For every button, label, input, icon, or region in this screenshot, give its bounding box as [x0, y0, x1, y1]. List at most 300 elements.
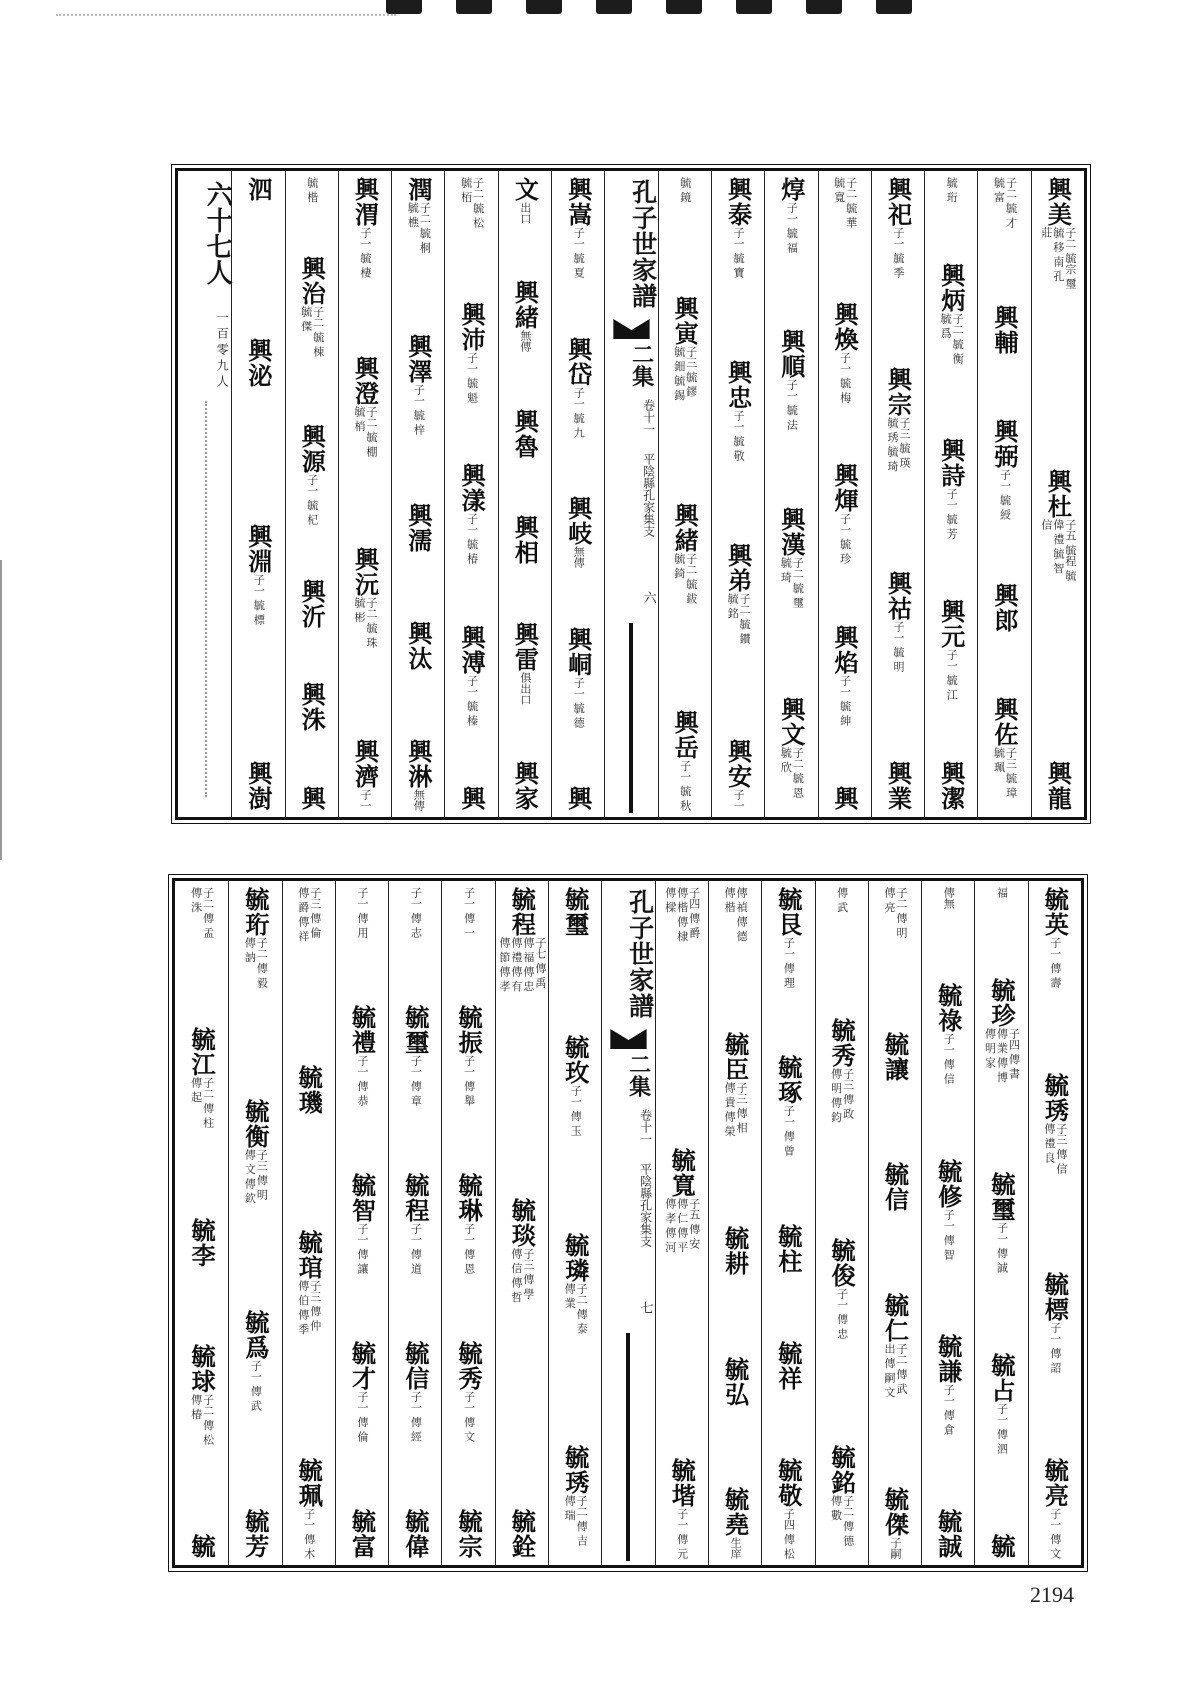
genealogy-entry [463, 887, 475, 938]
genealogy-entry [565, 177, 592, 278]
genealogy-entry [188, 1534, 215, 1559]
person-name: 興美 [1043, 177, 1073, 227]
descendant-note: 子一 傳 信 [942, 1033, 956, 1085]
person-name: 興家 [510, 760, 540, 811]
descendant-note: 子一 毓 杞 [305, 473, 319, 525]
genealogy-entry [881, 1487, 908, 1559]
person-name: 毓程 [400, 1173, 430, 1223]
genealogy-column [1028, 881, 1081, 1565]
genealogy-column [764, 171, 817, 817]
person-name: 興焰 [830, 624, 860, 675]
descendant-note: 子一 毓 德 [572, 676, 586, 728]
entries [1033, 887, 1077, 1559]
descendant-note: 子一 傳 玉 [569, 1084, 583, 1136]
genealogy-column [924, 171, 977, 817]
descendant-note: 子二 毓 珠 毓 彬 [353, 597, 379, 649]
entries [876, 177, 920, 811]
descendant-note: 子一 毓 江 [945, 649, 959, 701]
genealogy-column [977, 171, 1030, 817]
genealogy-entry [1040, 469, 1076, 583]
person-name: 毓璣 [294, 1065, 324, 1116]
descendant-note: 子一 傳 恩 [462, 1223, 476, 1274]
genealogy-entry [562, 1233, 589, 1347]
person-name: 興炳 [936, 263, 966, 314]
descendant-note: 子二 傳 毅 傳 訥 [243, 937, 269, 988]
genealogy-entry [993, 177, 1017, 241]
genealogy-entry [828, 1018, 855, 1132]
person-name: 興 [457, 786, 487, 811]
descendant-note: 子一 毓 榛 [465, 674, 479, 726]
genealogy-entry [725, 177, 752, 278]
genealogy-entry [298, 786, 325, 811]
descendant-note: 子一 傳 志 [409, 887, 423, 938]
person-name: 毓珩 [240, 887, 270, 937]
genealogy-entry [562, 1445, 589, 1559]
genealogy-column [228, 881, 281, 1565]
descendant-note: 子二 毓 松 毓 栢 [459, 177, 485, 228]
entries [553, 887, 597, 1559]
branch-label: 平陰縣孔家集支 [638, 1163, 653, 1247]
person-name: 毓標 [1040, 1272, 1070, 1322]
genealogy-column [388, 881, 441, 1565]
person-name: 興郎 [990, 583, 1020, 634]
descendant-note: 子一 毓 標 [252, 574, 266, 625]
descendant-note: 子二 毓 鑽 毓 銘 [726, 593, 752, 644]
genealogy-entry [991, 697, 1018, 811]
entries [769, 177, 813, 811]
genealogy-entry [242, 1509, 269, 1559]
person-name: 毓衡 [240, 1098, 270, 1149]
descendant-note: 子一 [732, 789, 746, 811]
genealogy-column [498, 171, 551, 817]
genealogy-column [921, 881, 974, 1565]
person-name: 毓球 [187, 1343, 217, 1394]
descendant-note: 子三 傳 明 傳 文 傳 欽 [243, 1148, 269, 1204]
genealogy-entry [295, 1458, 322, 1559]
entries [766, 887, 810, 1559]
person-name: 興忠 [723, 360, 753, 410]
genealogy-entry [938, 761, 965, 811]
person-name: 興祜 [883, 570, 913, 621]
person-name: 興渭 [350, 177, 380, 227]
entries [290, 177, 334, 811]
book-spine-column [601, 881, 654, 1565]
descendant-note: 子一 毓 梅 [838, 351, 852, 403]
genealogy-entry [508, 1509, 535, 1559]
entries [556, 177, 600, 811]
descendant-note: 子三 毓 璋 毓 珮 [992, 747, 1018, 798]
person-name: 毓祿 [933, 983, 963, 1034]
genealogy-entry [775, 1341, 802, 1391]
person-name: 毓銘 [827, 1444, 857, 1495]
leaf-number: 七 [637, 1301, 653, 1314]
person-name: 興佐 [990, 697, 1020, 747]
genealogy-entry [190, 887, 214, 951]
person-name: 興雷 [510, 621, 540, 672]
genealogy-column [815, 881, 868, 1565]
genealogy-entry [722, 1032, 749, 1146]
descendant-note: 子二 毓 桐 毓 樵 [406, 202, 432, 253]
genealogy-entry [245, 524, 272, 625]
descendant-note: 子五 毓程 毓 偉 禮 毓 智 信 [1039, 519, 1077, 581]
genealogy-column [285, 171, 338, 817]
person-name: 毓銓 [507, 1509, 537, 1559]
genealogy-entry [884, 761, 911, 811]
genealogy-column [551, 171, 604, 817]
descendant-note: 子一 毓 棲 [359, 227, 373, 278]
descendant-note: 子二 毓 璽 毓 琦 [779, 556, 805, 608]
spine-rule [626, 1333, 630, 1561]
genealogy-entry [935, 1509, 962, 1559]
genealogy-column [868, 881, 921, 1565]
entries [1036, 177, 1080, 811]
genealogy-column [444, 171, 497, 817]
person-name: 毓弘 [720, 1356, 750, 1407]
genealogy-column [282, 881, 335, 1565]
person-name: 興溥 [457, 624, 487, 675]
descendant-note: 子一 毓 季 [891, 227, 905, 278]
person-name: 興安 [723, 739, 753, 789]
person-name: 興魯 [510, 408, 540, 459]
genealogy-entry [245, 761, 272, 811]
person-name: 毓智 [347, 1173, 377, 1223]
genealogy-entry [722, 1357, 749, 1407]
upper-page [175, 168, 1087, 820]
person-name: 興 [297, 785, 327, 811]
genealogy-column [818, 171, 871, 817]
entries [929, 177, 973, 811]
genealogy-entry [511, 761, 538, 811]
person-name: 毓耕 [720, 1226, 750, 1276]
genealogy-entry [295, 1065, 322, 1115]
genealogy-column [335, 881, 388, 1565]
person-name: 興澤 [403, 334, 433, 384]
person-name: 興淵 [243, 524, 273, 574]
genealogy-entry [883, 887, 907, 951]
genealogy-entry [298, 579, 325, 629]
person-name: 毓 [187, 1534, 217, 1559]
descendant-note: 無傳 [412, 789, 426, 811]
descendant-note: 子一 毓 綬 [998, 468, 1012, 520]
spine-rule [629, 623, 633, 813]
genealogy-entry [402, 1173, 429, 1274]
genealogy-entry [405, 503, 432, 553]
descendant-note: 毓 楷 [305, 177, 319, 203]
genealogy-entry [671, 503, 698, 617]
genealogy-entry [409, 887, 421, 938]
entries [503, 177, 547, 811]
descendant-note: 子三 傳 政 傳 明 傳 鈞 [829, 1068, 855, 1123]
person-name: 毓璘 [560, 1233, 590, 1284]
person-name: 興緒 [670, 502, 700, 553]
genealogy-entry [881, 1293, 908, 1407]
descendant-note: 子一 毓 梓 [412, 384, 426, 435]
person-name: 興濡 [403, 503, 433, 553]
entries [446, 887, 490, 1559]
genealogy-entry [831, 463, 858, 564]
descendant-note: 子一 傳 一 [462, 887, 476, 938]
person-name: 興相 [510, 515, 540, 566]
descendant-note: 子一 傳 文 [462, 1391, 476, 1442]
descendant-note: 子二 傳 孟 傳 洙 [189, 887, 215, 938]
person-name: 興岳 [670, 709, 700, 760]
book-spine-column [604, 171, 657, 817]
genealogy-column [871, 171, 924, 817]
person-name: 毓爲 [240, 1310, 270, 1361]
genealogy-entry [458, 625, 485, 726]
person-name: 文 [510, 177, 540, 202]
genealogy-entry [405, 739, 432, 811]
entries [179, 887, 224, 1559]
genealogy-entry [775, 1458, 802, 1559]
entries [660, 887, 704, 1559]
genealogy-entry [511, 409, 538, 459]
genealogy-entry [245, 338, 272, 388]
genealogy-entry [405, 621, 432, 671]
genealogy-entry [356, 887, 368, 938]
genealogy-entry [1041, 1272, 1068, 1373]
genealogy-entry [935, 1334, 962, 1435]
genealogy-entry [778, 507, 805, 621]
descendant-note: 子一 傳 壽 [1048, 937, 1062, 988]
descendant-note: 子一 傳 木 [302, 1507, 316, 1559]
page-number: 2194 [1030, 1582, 1074, 1607]
genealogy-entry [242, 1310, 269, 1411]
descendant-note: 子七 傳 禹 傳 福 傳 忠 傳 禮 傳 有 傳 節 傳 孝 [497, 937, 547, 992]
series-label: 二集 [628, 343, 655, 387]
genealogy-entry [725, 360, 752, 461]
person-name: 毓敬 [773, 1458, 803, 1508]
person-name: 毓謙 [933, 1333, 963, 1384]
entries [236, 177, 280, 811]
genealogy-column [708, 881, 761, 1565]
genealogy-entry [664, 1148, 700, 1262]
descendant-note: 子五 傳 安 傳 仁 傳 平 傳 孝 傳 河 [663, 1197, 701, 1252]
person-name: 毓傑 [880, 1487, 910, 1537]
genealogy-entry [778, 177, 805, 253]
person-name: 毓璽 [987, 1172, 1017, 1222]
genealogy-entry [402, 1341, 429, 1442]
person-name: 毓琳 [454, 1173, 484, 1223]
person-name: 興詩 [936, 437, 966, 488]
genealogy-entry [775, 1055, 802, 1156]
genealogy-entry [458, 463, 485, 564]
genealogy-entry [562, 1035, 589, 1136]
person-name: 毓臣 [720, 1031, 750, 1082]
person-name: 興煇 [830, 463, 860, 513]
genealogy-entry [935, 1159, 962, 1260]
entries [979, 887, 1023, 1559]
person-name: 興順 [776, 329, 806, 380]
genealogy-entry [725, 543, 752, 657]
descendant-note: 俱出口 [518, 671, 532, 705]
person-name: 興漢 [776, 506, 806, 557]
genealogy-entry [935, 983, 962, 1084]
person-name: 興沂 [297, 578, 327, 629]
genealogy-entry [460, 177, 484, 241]
entries [873, 887, 917, 1559]
descendant-note: 毓 珩 [945, 177, 959, 203]
descendant-note: 傳 禎 傳 德 傳 楷 [723, 887, 749, 942]
person-name: 毓亮 [1040, 1458, 1070, 1508]
person-name: 泗 [243, 177, 273, 202]
genealogy-entry [188, 1218, 215, 1268]
descendant-note: 傳無 [942, 887, 956, 909]
genealogy-entry [565, 337, 592, 438]
person-name: 毓堦 [667, 1458, 697, 1508]
descendant-note: 傳 武 [835, 887, 849, 913]
genealogy-entry [511, 622, 538, 705]
book-title: 孔子世家譜 [628, 179, 658, 309]
genealogy-entry [405, 334, 432, 435]
genealogy-entry [833, 177, 857, 241]
entries [233, 887, 277, 1559]
descendant-note: 子一 傳 曾 [782, 1105, 796, 1157]
genealogy-entry [565, 627, 592, 728]
genealogy-entry [188, 1027, 215, 1141]
descendant-note: 子二 傳 明 傳 亮 [882, 887, 908, 938]
entries [396, 177, 440, 811]
genealogy-column [655, 881, 708, 1565]
person-name: 興治 [297, 256, 327, 307]
entries [820, 887, 864, 1559]
person-name: 興宗 [883, 367, 913, 418]
descendant-note: 子三 傳 仲 傳 伯 傳 季 [296, 1279, 322, 1335]
descendant-note: 子一 毓 九 [572, 386, 586, 438]
genealogy-entry [828, 1445, 855, 1559]
descendant-note: 子二 毓 棟 毓 傑 [299, 306, 325, 358]
descendant-note: 子二 毓 才 毓 富 [992, 177, 1018, 228]
person-name: 毓誠 [933, 1509, 963, 1559]
person-name: 毓芳 [240, 1508, 270, 1559]
descendant-note: 子三 毓 鏐 毓 鈿 毓 錫 [672, 345, 698, 401]
descendant-note: 子一 傳 經 [409, 1391, 423, 1442]
fish-tail-mark [613, 319, 649, 339]
genealogy-entry [831, 302, 858, 403]
person-name: 毓讓 [880, 1031, 910, 1082]
genealogy-entry [352, 739, 379, 811]
person-name: 興澍 [243, 761, 273, 811]
descendant-note: 子四 傳 書 傳 業 傳 博 傳 明 家 [983, 1028, 1021, 1083]
descendant-note: 子一 傳 智 [942, 1208, 956, 1260]
person-name: 毓琢 [773, 1055, 803, 1106]
descendant-note: 子一 傳 道 [409, 1223, 423, 1274]
genealogy-entry [671, 710, 698, 811]
person-name: 毓李 [187, 1217, 217, 1268]
genealogy-entry [996, 887, 1008, 898]
genealogy-entry [664, 887, 700, 951]
genealogy-entry [1041, 1458, 1068, 1559]
genealogy-entry [297, 887, 321, 951]
genealogy-column [974, 881, 1027, 1565]
genealogy-entry [349, 1509, 376, 1559]
genealogy-entry [565, 786, 592, 811]
person-name: 毓偉 [400, 1509, 430, 1559]
genealogy-entry [511, 515, 538, 565]
descendant-note: 子一 毓 福 [785, 202, 799, 253]
person-name: 興岱 [563, 336, 593, 387]
entries [343, 177, 387, 811]
person-name: 興煥 [830, 301, 860, 352]
person-name: 毓 [987, 1534, 1017, 1559]
genealogy-entry [884, 177, 911, 278]
person-name: 毓璽 [560, 887, 590, 937]
genealogy-entry [565, 496, 592, 568]
genealogy-column [548, 881, 601, 1565]
genealogy-entry [455, 1341, 482, 1442]
descendant-note: 子三 傳 倫 傳 爵 傳 祥 [296, 887, 322, 942]
leaf-number: 六 [640, 591, 656, 604]
genealogy-entry [991, 583, 1018, 633]
person-name: 焞 [776, 177, 806, 202]
genealogy-entry [778, 697, 805, 811]
descendant-note: 子一 毓 秋 [678, 759, 692, 811]
genealogy-entry [988, 1172, 1015, 1273]
genealogy-entry [984, 978, 1020, 1092]
genealogy-entry [349, 1341, 376, 1442]
genealogy-entry [455, 1173, 482, 1274]
descendant-note: 子三 毓 瑛 毓 琇 毓 琦 [885, 417, 911, 472]
descendant-note: 子二 毓 鈸 毓 錡 [672, 552, 698, 604]
descendant-note: 子一 傳 詔 [1048, 1322, 1062, 1373]
genealogy-column [495, 881, 548, 1565]
genealogy-entry [458, 302, 485, 403]
person-name: 毓修 [933, 1158, 963, 1209]
person-name: 毓珮 [294, 1457, 324, 1508]
descendant-note: 出口 [518, 202, 532, 224]
genealogy-entry [942, 887, 954, 909]
genealogy-entry [508, 1198, 535, 1312]
descendant-note: 子一 毓 椿 [465, 513, 479, 564]
genealogy-entry [945, 177, 957, 203]
genealogy-entry [722, 1226, 749, 1276]
person-name: 興濟 [350, 738, 380, 789]
descendant-note: 子四 傳 爵 傳 楷 傳 棣 傳 樑 [663, 887, 701, 942]
genealogy-entry [188, 1344, 215, 1458]
person-name: 興嵩 [563, 177, 593, 227]
genealogy-column [1031, 171, 1084, 817]
genealogy-entry [725, 739, 752, 811]
descendant-note: 無傳 [572, 546, 586, 568]
genealogy-entry [723, 887, 747, 951]
genealogy-entry [775, 1224, 802, 1274]
descendant-note: 子一 毓 芳 [945, 487, 959, 539]
entries [340, 887, 384, 1559]
person-name: 興文 [776, 696, 806, 747]
person-name: 興弼 [990, 418, 1020, 469]
genealogy-entry [245, 177, 272, 202]
genealogy-entry [458, 786, 485, 811]
genealogy-entry [352, 547, 379, 661]
descendant-note: 子二 毓宗 璽 毓 移 南 孔 莊 [1039, 227, 1077, 289]
person-name: 毓堯 [720, 1487, 750, 1537]
person-name: 興澄 [350, 355, 380, 406]
person-name: 興輔 [990, 304, 1020, 355]
person-name: 毓祥 [773, 1340, 803, 1391]
genealogy-entry [349, 1005, 376, 1106]
descendant-note: 子一 傳 讓 [356, 1223, 370, 1274]
genealogy-entry [831, 786, 858, 811]
descendant-note: 子三 傳 學 傳 信 傳 哲 [509, 1248, 535, 1303]
person-name: 興沛 [457, 301, 487, 352]
person-name: 興岐 [563, 496, 593, 546]
lower-page [172, 878, 1084, 1568]
descendant-note: 子二 傳 柱 傳 起 [189, 1077, 215, 1129]
person-name: 毓秀 [827, 1018, 857, 1069]
genealogy-entry [511, 280, 538, 352]
person-name: 毓振 [454, 1005, 484, 1055]
descendant-note: 生庠 [729, 1537, 743, 1559]
